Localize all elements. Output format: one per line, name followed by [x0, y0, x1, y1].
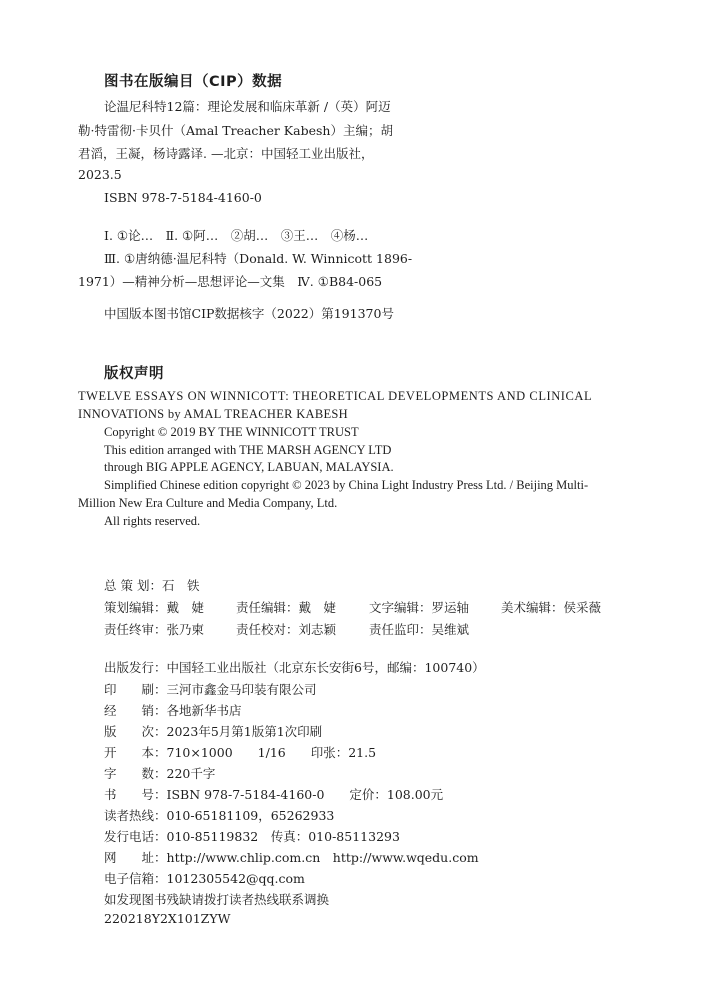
pub-row	[104, 848, 479, 866]
pub-row	[104, 680, 317, 698]
staff-label: 责任编辑：	[236, 600, 299, 615]
staff-label: 责任监印：	[369, 622, 432, 637]
pub-value: ISBN 978-7-5184-4160-0 定价：108.00元	[166, 787, 444, 802]
staff-item	[369, 598, 469, 616]
copyright-line: Simplified Chinese edition copyright © 2023 by China Light Industry Press Ltd. / Beijing Multi-	[104, 478, 589, 492]
staff-item	[104, 620, 204, 638]
pub-label: 电子信箱：	[104, 871, 167, 886]
copyright-line: TWELVE ESSAYS ON WINNICOTT: THEORETICAL DEVELOPMENTS AND CLINICAL	[78, 389, 593, 403]
cip-class-line: 1971）—精神分析—思想评论—文集 Ⅳ. ①B84-065	[78, 274, 383, 289]
pub-row	[104, 785, 443, 803]
cip-class-line: Ⅲ. ①唐纳德·温尼科特（Donald. W. Winnicott 1896-	[104, 251, 413, 266]
pub-row	[104, 764, 215, 782]
pub-label: 出版发行：	[104, 660, 167, 675]
staff-label: 责任校对：	[236, 622, 299, 637]
staff-label: 责任终审：	[104, 622, 167, 637]
copyright-line: Million New Era Culture and Media Company, Ltd.	[78, 496, 338, 510]
copyright-line: This edition arranged with THE MARSH AGENCY LTD	[104, 443, 392, 457]
cip-line: 勒·特雷彻·卡贝什（Amal Treacher Kabesh）主编；胡	[78, 123, 393, 138]
pub-value: http://www.chlip.com.cn http://www.wqedu.com	[166, 850, 479, 865]
pub-label: 经 销：	[104, 703, 167, 718]
pub-value: 各地新华书店	[166, 703, 242, 718]
pub-row	[104, 701, 242, 719]
staff-item	[236, 620, 336, 638]
staff-value: 侯采薇	[563, 600, 602, 615]
replacement-notice: 如发现图书残缺请拨打读者热线联系调换	[104, 892, 330, 907]
pub-row	[104, 658, 485, 676]
pub-label: 网 址：	[104, 850, 167, 865]
copyright-line: Copyright © 2019 BY THE WINNICOTT TRUST	[104, 425, 359, 439]
pub-label: 开 本：	[104, 745, 167, 760]
staff-label: 策划编辑：	[104, 600, 167, 615]
pub-value: 010-65181109，65262933	[166, 808, 335, 823]
staff-value: 吴维斌	[431, 622, 470, 637]
staff-value: 张乃柬	[166, 622, 205, 637]
cip-number: 中国版本图书馆CIP数据核字（2022）第191370号	[104, 306, 394, 321]
pub-value: 220千字	[166, 766, 216, 781]
staff-item	[236, 598, 336, 616]
pub-label: 书 号：	[104, 787, 167, 802]
copyright-line: INNOVATIONS by AMAL TREACHER KABESH	[78, 407, 349, 421]
cip-line: 论温尼科特12篇：理论发展和临床革新 /（英）阿迈	[104, 99, 391, 114]
copyright-line: through BIG APPLE AGENCY, LABUAN, MALAYSIA.	[104, 460, 394, 474]
pub-row	[104, 827, 400, 845]
staff-value: 刘志颖	[298, 622, 337, 637]
staff-value: 罗运轴	[431, 600, 470, 615]
pub-row	[104, 743, 376, 761]
staff-value: 石 铁	[161, 578, 200, 593]
pub-label: 发行电话：	[104, 829, 167, 844]
pub-row	[104, 722, 322, 740]
staff-row	[104, 576, 199, 594]
pub-row	[104, 806, 334, 824]
pub-value: 2023年5月第1版第1次印刷	[166, 724, 323, 739]
pub-row	[104, 869, 305, 887]
copyright-heading: 版权声明	[104, 366, 164, 382]
cip-line: 君滔，王凝，杨诗露译. —北京：中国轻工业出版社，	[78, 146, 374, 161]
staff-label: 美术编辑：	[501, 600, 564, 615]
cip-class-line: Ⅰ. ①论… Ⅱ. ①阿… ②胡… ③王… ④杨…	[104, 228, 369, 243]
staff-item	[369, 620, 469, 638]
cip-line: 2023.5	[78, 167, 122, 182]
pub-value: 1012305542@qq.com	[166, 871, 305, 886]
staff-item	[104, 598, 204, 616]
pub-value: 710×1000 1/16 印张：21.5	[166, 745, 377, 760]
staff-value: 戴 婕	[166, 600, 205, 615]
copyright-line: All rights reserved.	[104, 514, 201, 528]
cip-heading: 图书在版编目（CIP）数据	[104, 74, 283, 90]
pub-label: 读者热线：	[104, 808, 167, 823]
staff-value: 戴 婕	[298, 600, 337, 615]
pub-label: 印 刷：	[104, 682, 167, 697]
staff-item	[501, 598, 601, 616]
pub-label: 版 次：	[104, 724, 167, 739]
staff-label: 文字编辑：	[369, 600, 432, 615]
pub-label: 字 数：	[104, 766, 167, 781]
pub-value: 中国轻工业出版社（北京东长安街6号，邮编：100740）	[166, 660, 485, 675]
staff-label: 总 策 划：	[104, 578, 162, 593]
pub-value: 010-85119832 传真：010-85113293	[166, 829, 400, 844]
print-code: 220218Y2X101ZYW	[104, 911, 231, 926]
pub-value: 三河市鑫金马印装有限公司	[166, 682, 317, 697]
cip-isbn: ISBN 978-7-5184-4160-0	[104, 190, 262, 205]
